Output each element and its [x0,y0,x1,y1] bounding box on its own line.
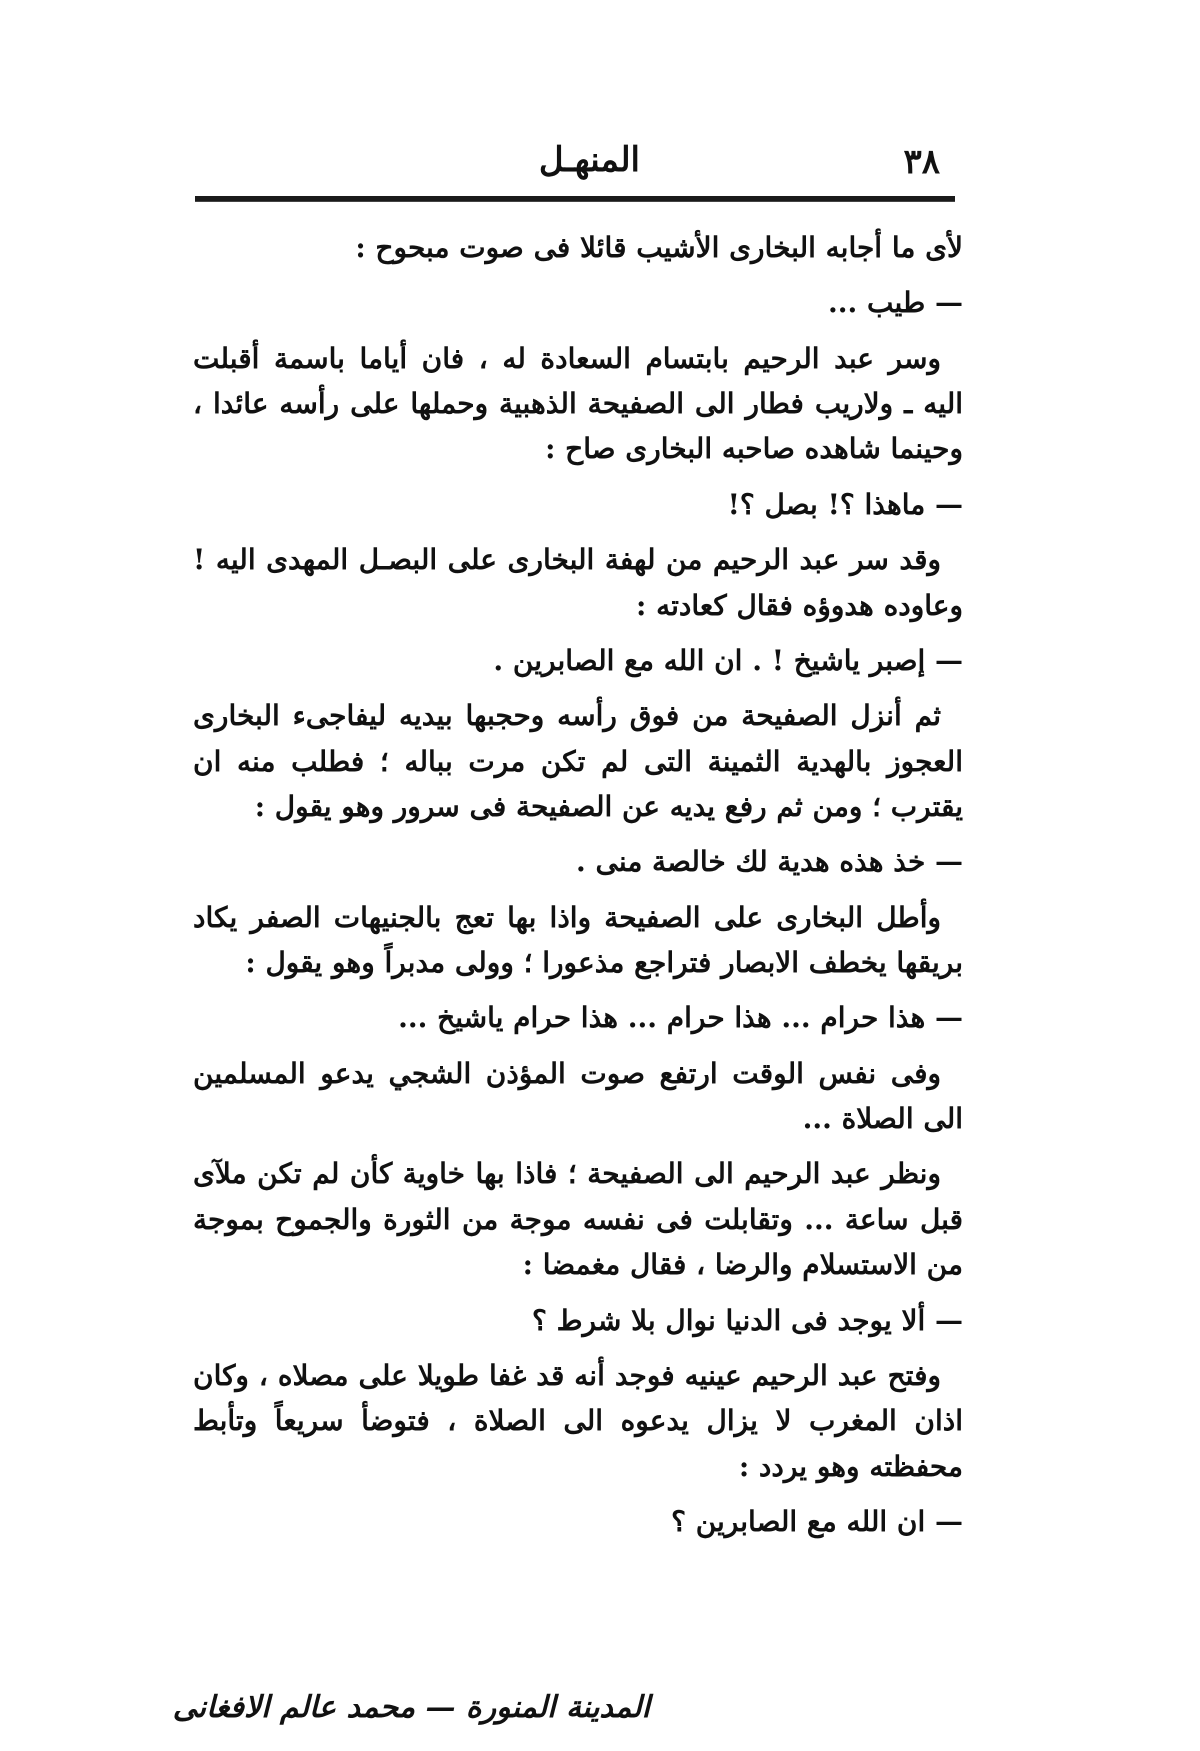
dialogue-line: — إصبر ياشيخ ! . ان الله مع الصابرين . [493,643,963,677]
article-body [193,225,963,1554]
dialogue-line: — هذا حرام ... هذا حرام ... هذا حرام ياشيخ ... [398,1001,963,1035]
paragraph: لأى ما أجابه البخارى الأشيب قائلا فى صوت مبحوح : [355,231,963,264]
dialogue-line: — ألا يوجد فى الدنيا نوال بلا شرط ؟ [531,1303,963,1337]
dialogue-line: — طيب ... [828,286,963,320]
paragraph: ونظر عبد الرحيم الى الصفيحة ؛ فاذا بها خاوية كأن لم تكن ملآى قبل ساعة ... وتقابلت فى نفسه موجة من الثورة والجموح بموجة من الاستسلام والرضا ، فقال مغمضا : [193,1157,963,1282]
page-number: ٣٨ [903,142,940,182]
page-header [195,118,960,182]
header-rule [195,196,955,202]
paragraph: وفى نفس الوقت ارتفع صوت المؤذن الشجي يدعو المسلمين الى الصلاة ... [193,1056,963,1136]
paragraph: وأطل البخارى على الصفيحة واذا بها تعج بالجنيهات الصفر يكاد بريقها يخطف الابصار فتراجع مذعورا ؛ وولى مدبراً وهو يقول : [193,900,963,980]
paragraph: وقد سر عبد الرحيم من لهفة البخارى على البصـل المهدى اليه ! وعاوده هدوؤه فقال كعادته : [193,543,963,622]
dialogue-line: — خذ هذه هدية لك خالصة منى . [576,845,963,879]
running-title: المنهـل [538,140,640,180]
author-signature: المدينة المنورة — محمد عالم الافغانى [172,1690,650,1725]
dialogue-line: — ماهذا ؟! بصل ؟! [727,487,963,521]
paragraph: ثم أنزل الصفيحة من فوق رأسه وحجبها بيديه ليفاجىء البخارى العجوز بالهدية الثمينة التى لم تكن مرت بباله ؛ فطلب منه ان يقترب ؛ ومن ثم رفع يديه عن الصفيحة فى سرور وهو يقول : [193,699,963,823]
paragraph: وسر عبد الرحيم بابتسام السعادة له ، فان أياما باسمة أقبلت اليه ـ ولاريب فطار الى الصفيحة الذهبية وحملها على رأسه عائدا ، وحينما شاهده صاحبه البخارى صاح : [193,341,963,466]
paragraph: وفتح عبد الرحيم عينيه فوجد أنه قد غفا طويلا على مصلاه ، وكان اذان المغرب لا يزال يدعوه الى الصلاة ، فتوضأ سريعاً وتأبط محفظته وهو يردد : [193,1358,963,1483]
dialogue-line: — ان الله مع الصابرين ؟ [671,1504,963,1538]
